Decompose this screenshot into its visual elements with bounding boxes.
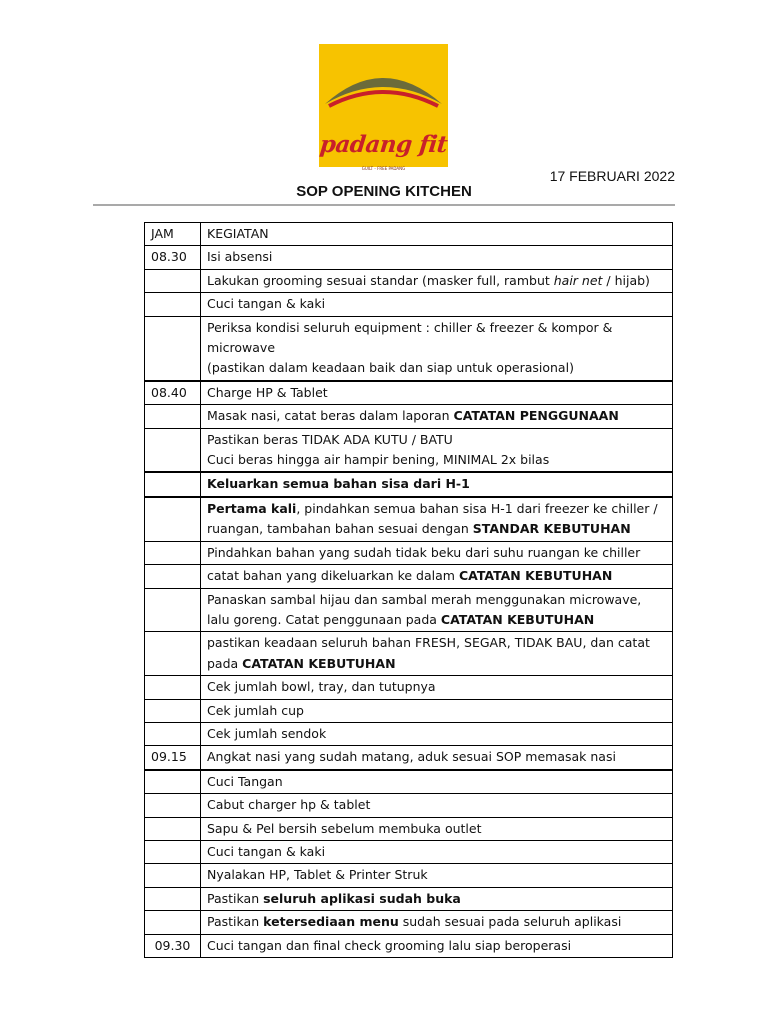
table-row bbox=[145, 840, 673, 863]
cell-jam bbox=[145, 428, 201, 472]
header-kegiatan: KEGIATAN bbox=[201, 223, 673, 246]
table-row bbox=[145, 676, 673, 699]
cell-jam bbox=[145, 840, 201, 863]
cell-kegiatan: Cek jumlah bowl, tray, dan tutupnya bbox=[201, 676, 673, 699]
cell-jam: 09.30 bbox=[145, 934, 201, 957]
table-row bbox=[145, 316, 673, 381]
table-row bbox=[145, 864, 673, 887]
cell-jam bbox=[145, 911, 201, 934]
cell-jam bbox=[145, 497, 201, 541]
cell-kegiatan: Cuci tangan dan final check grooming lalu siap beroperasi bbox=[201, 934, 673, 957]
cell-kegiatan: Isi absensi bbox=[201, 246, 673, 269]
table-row bbox=[145, 565, 673, 588]
cell-jam: 08.30 bbox=[145, 246, 201, 269]
table-row bbox=[145, 699, 673, 722]
cell-jam bbox=[145, 722, 201, 745]
table-row bbox=[145, 497, 673, 541]
cell-kegiatan: Masak nasi, catat beras dalam laporan CATATAN PENGGUNAAN bbox=[201, 405, 673, 428]
cell-kegiatan: Cuci tangan & kaki bbox=[201, 293, 673, 316]
table-row bbox=[145, 541, 673, 564]
cell-jam bbox=[145, 541, 201, 564]
cell-kegiatan: Angkat nasi yang sudah matang, aduk sesuai SOP memasak nasi bbox=[201, 746, 673, 770]
table-row bbox=[145, 887, 673, 910]
table-row bbox=[145, 381, 673, 405]
cell-jam bbox=[145, 676, 201, 699]
table-row bbox=[145, 770, 673, 794]
table-row bbox=[145, 428, 673, 472]
table-row bbox=[145, 746, 673, 770]
cell-jam bbox=[145, 864, 201, 887]
cell-kegiatan: Charge HP & Tablet bbox=[201, 381, 673, 405]
cell-kegiatan: Nyalakan HP, Tablet & Printer Struk bbox=[201, 864, 673, 887]
cell-jam bbox=[145, 699, 201, 722]
cell-kegiatan: Pastikan ketersediaan menu sudah sesuai pada seluruh aplikasi bbox=[201, 911, 673, 934]
padang-fit-logo bbox=[318, 44, 449, 171]
table-row bbox=[145, 588, 673, 632]
cell-kegiatan: Lakukan grooming sesuai standar (masker full, rambut hair net / hijab) bbox=[201, 269, 673, 292]
logo-brand-text: padang fit bbox=[318, 131, 449, 158]
table-row bbox=[145, 794, 673, 817]
cell-jam bbox=[145, 817, 201, 840]
cell-jam bbox=[145, 293, 201, 316]
title-divider bbox=[93, 204, 675, 206]
cell-jam bbox=[145, 472, 201, 496]
cell-kegiatan: Keluarkan semua bahan sisa dari H-1 bbox=[201, 472, 673, 496]
header-jam: JAM bbox=[145, 223, 201, 246]
cell-jam bbox=[145, 632, 201, 676]
cell-jam bbox=[145, 405, 201, 428]
table-row bbox=[145, 817, 673, 840]
cell-jam bbox=[145, 269, 201, 292]
table-row bbox=[145, 934, 673, 957]
table-row bbox=[145, 632, 673, 676]
cell-kegiatan: pastikan keadaan seluruh bahan FRESH, SEGAR, TIDAK BAU, dan catat pada CATATAN KEBUTUHAN bbox=[201, 632, 673, 676]
cell-kegiatan: Sapu & Pel bersih sebelum membuka outlet bbox=[201, 817, 673, 840]
table-row bbox=[145, 269, 673, 292]
logo-tagline: GUILT - FREE PADANG bbox=[361, 166, 406, 171]
table-row bbox=[145, 722, 673, 745]
table-row bbox=[145, 293, 673, 316]
cell-kegiatan: Cuci Tangan bbox=[201, 770, 673, 794]
cell-jam: 09.15 bbox=[145, 746, 201, 770]
cell-jam bbox=[145, 794, 201, 817]
table-header-row bbox=[145, 223, 673, 246]
cell-jam bbox=[145, 316, 201, 381]
cell-kegiatan: Panaskan sambal hijau dan sambal merah menggunakan microwave, lalu goreng. Catat penggunaan pada CATATAN KEBUTUHAN bbox=[201, 588, 673, 632]
cell-kegiatan: Pastikan beras TIDAK ADA KUTU / BATU Cuci beras hingga air hampir bening, MINIMAL 2x bilas bbox=[201, 428, 673, 472]
cell-jam bbox=[145, 588, 201, 632]
document-date: 17 FEBRUARI 2022 bbox=[549, 168, 675, 184]
cell-jam bbox=[145, 887, 201, 910]
table-row bbox=[145, 246, 673, 269]
cell-kegiatan: Cek jumlah sendok bbox=[201, 722, 673, 745]
cell-kegiatan: Pertama kali, pindahkan semua bahan sisa H-1 dari freezer ke chiller / ruangan, tambahan bahan sesuai dengan STANDAR KEBUTUHAN bbox=[201, 497, 673, 541]
cell-kegiatan: Pastikan seluruh aplikasi sudah buka bbox=[201, 887, 673, 910]
cell-kegiatan: catat bahan yang dikeluarkan ke dalam CATATAN KEBUTUHAN bbox=[201, 565, 673, 588]
table-row bbox=[145, 405, 673, 428]
table-row bbox=[145, 472, 673, 496]
cell-kegiatan: Periksa kondisi seluruh equipment : chiller & freezer & kompor & microwave (pastikan dalam keadaan baik dan siap untuk operasional) bbox=[201, 316, 673, 381]
cell-kegiatan: Cabut charger hp & tablet bbox=[201, 794, 673, 817]
cell-jam bbox=[145, 565, 201, 588]
table-row bbox=[145, 911, 673, 934]
cell-kegiatan: Pindahkan bahan yang sudah tidak beku dari suhu ruangan ke chiller bbox=[201, 541, 673, 564]
cell-jam bbox=[145, 770, 201, 794]
cell-jam: 08.40 bbox=[145, 381, 201, 405]
sop-table bbox=[144, 222, 673, 958]
cell-kegiatan: Cuci tangan & kaki bbox=[201, 840, 673, 863]
cell-kegiatan: Cek jumlah cup bbox=[201, 699, 673, 722]
document-title: SOP OPENING KITCHEN bbox=[296, 183, 472, 200]
